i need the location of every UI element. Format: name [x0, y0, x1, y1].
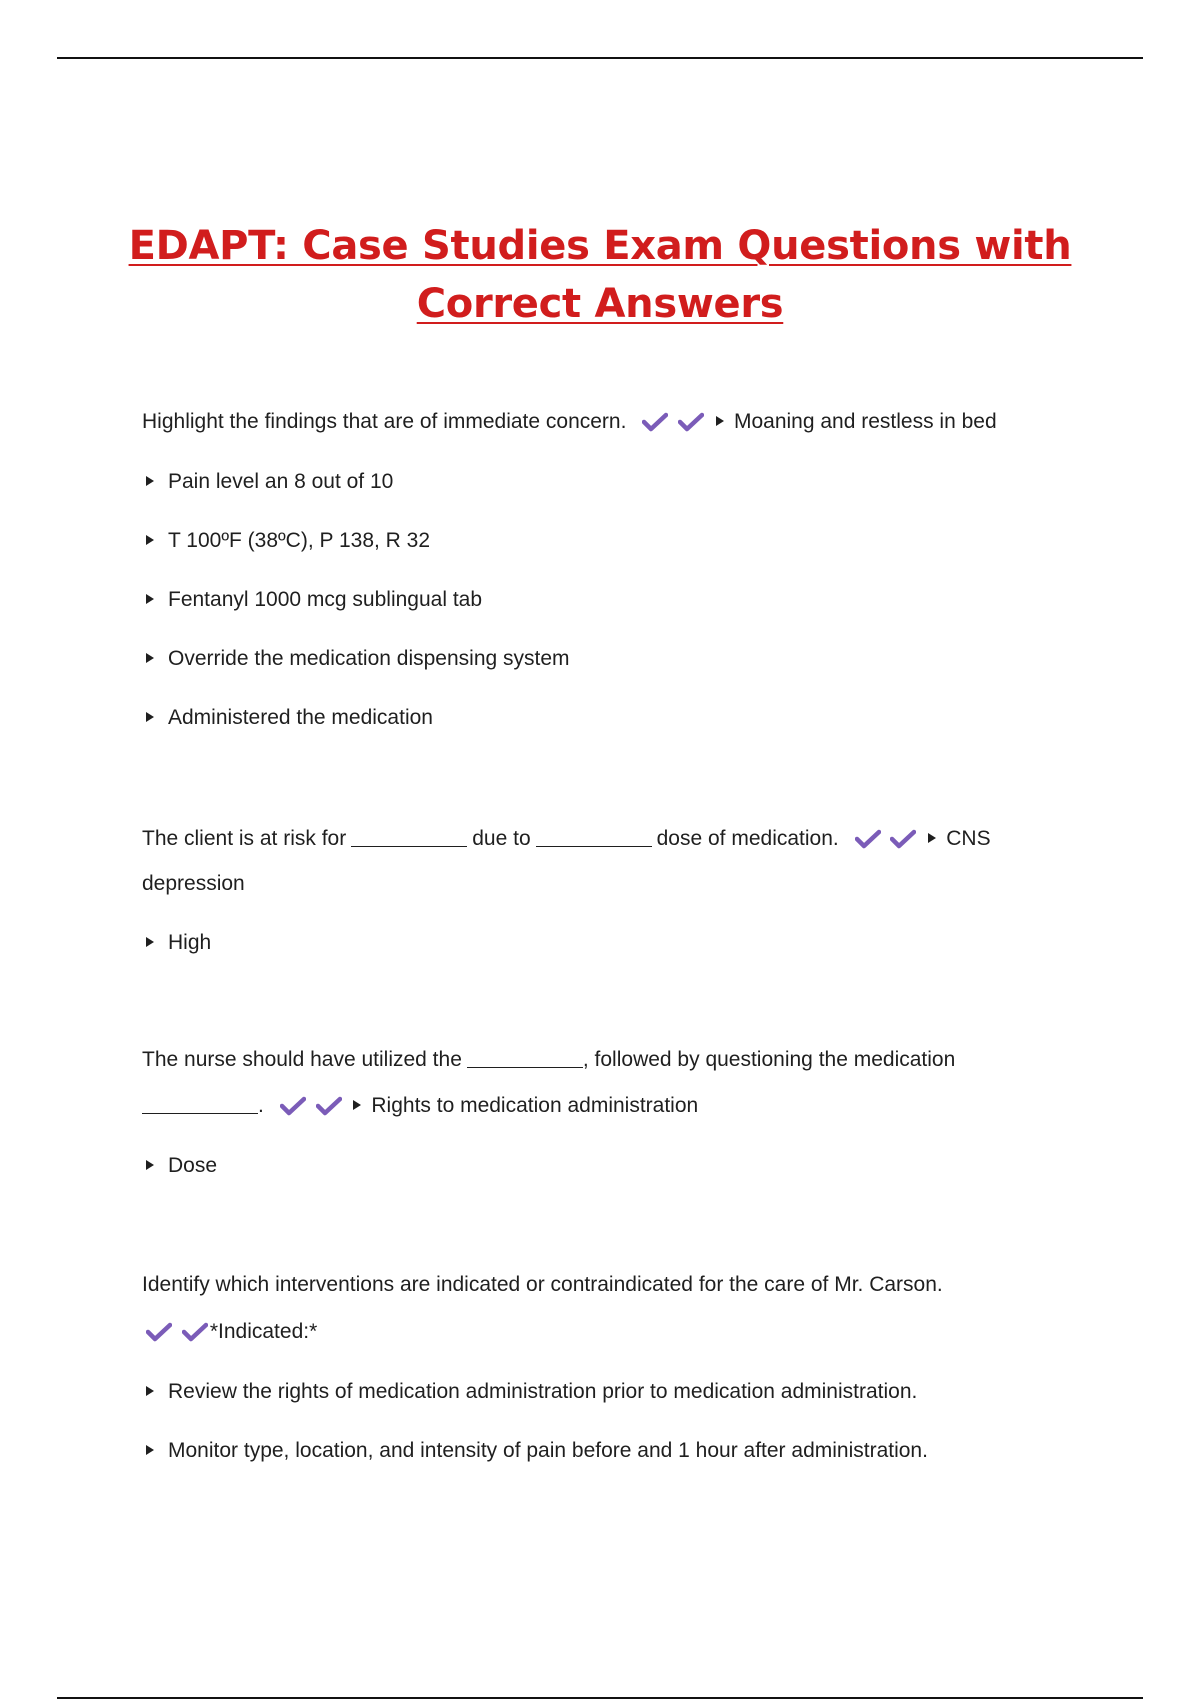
title-line-2: Correct Answers: [416, 281, 784, 327]
list-item-text: Fentanyl 1000 mcg sublingual tab: [168, 588, 483, 611]
list-item: [146, 645, 570, 673]
list-item-text: Override the medication dispensing system: [168, 647, 570, 670]
question-2: [142, 825, 991, 853]
top-rule: [57, 57, 1143, 59]
check-icon: [642, 412, 668, 432]
triangle-bullet-icon: [716, 416, 724, 426]
list-item: [146, 527, 430, 555]
answer-blank: [351, 826, 467, 847]
question-3-text-part-1: The nurse should have utilized the: [142, 1048, 462, 1071]
question-1: [142, 408, 997, 436]
list-item-text: Dose: [168, 1154, 218, 1177]
answer-blank: [467, 1047, 583, 1068]
list-item-text: Review the rights of medication administration prior to medication administration.: [168, 1380, 918, 1403]
question-2-text-part-1: The client is at risk for: [142, 827, 347, 850]
double-check-icon: [276, 1092, 342, 1120]
triangle-bullet-icon: [146, 476, 154, 486]
list-item: [146, 704, 433, 732]
triangle-bullet-icon: [146, 1386, 154, 1396]
question-3-answer-1: Rights to medication administration: [371, 1094, 699, 1117]
triangle-bullet-icon: [146, 712, 154, 722]
check-icon: [678, 412, 704, 432]
list-item-text: Monitor type, location, and intensity of pain before and 1 hour after administration.: [168, 1439, 928, 1462]
list-item: [146, 1378, 917, 1406]
double-check-icon: [851, 825, 917, 853]
list-item: [146, 586, 482, 614]
title-line-1: EDAPT: Case Studies Exam Questions with: [128, 223, 1072, 269]
triangle-bullet-icon: [146, 653, 154, 663]
check-icon: [146, 1322, 172, 1342]
double-check-icon: [142, 1318, 208, 1346]
question-2-answer-1-continued: depression: [142, 872, 245, 895]
list-item: [146, 1437, 928, 1465]
double-check-icon: [638, 408, 704, 436]
question-1-text: Highlight the findings that are of immediate concern.: [142, 410, 627, 433]
list-item: [146, 929, 211, 957]
list-item: [146, 468, 393, 496]
question-3-text-part-2: , followed by questioning the medication: [582, 1048, 956, 1071]
question-4-text: Identify which interventions are indicated or contraindicated for the care of Mr. Carson.: [142, 1273, 943, 1296]
triangle-bullet-icon: [146, 1160, 154, 1170]
check-icon: [890, 829, 916, 849]
list-item: [146, 1152, 217, 1180]
question-4-answer-1: *Indicated:*: [209, 1320, 318, 1343]
question-2-answer-1: CNS: [946, 827, 991, 850]
triangle-bullet-icon: [353, 1100, 361, 1110]
question-3-line-2: [142, 1092, 698, 1120]
list-item-text: High: [168, 931, 212, 954]
check-icon: [316, 1096, 342, 1116]
question-3-text-part-3: .: [258, 1094, 264, 1117]
check-icon: [280, 1096, 306, 1116]
triangle-bullet-icon: [146, 1445, 154, 1455]
question-4-line-2: [142, 1318, 317, 1346]
question-2-text-part-3: dose of medication.: [656, 827, 839, 850]
triangle-bullet-icon: [146, 594, 154, 604]
answer-blank: [536, 826, 652, 847]
answer-blank: [142, 1093, 258, 1114]
document-title: [0, 217, 1200, 333]
list-item-text: Administered the medication: [168, 706, 433, 729]
triangle-bullet-icon: [928, 833, 936, 843]
question-2-text-part-2: due to: [472, 827, 531, 850]
list-item-text: T 100ºF (38ºC), P 138, R 32: [168, 529, 431, 552]
list-item-text: Pain level an 8 out of 10: [168, 470, 394, 493]
question-1-answer-1: Moaning and restless in bed: [733, 410, 997, 433]
check-icon: [182, 1322, 208, 1342]
triangle-bullet-icon: [146, 937, 154, 947]
bottom-rule: [57, 1697, 1143, 1699]
triangle-bullet-icon: [146, 535, 154, 545]
check-icon: [855, 829, 881, 849]
question-3: [142, 1046, 955, 1074]
